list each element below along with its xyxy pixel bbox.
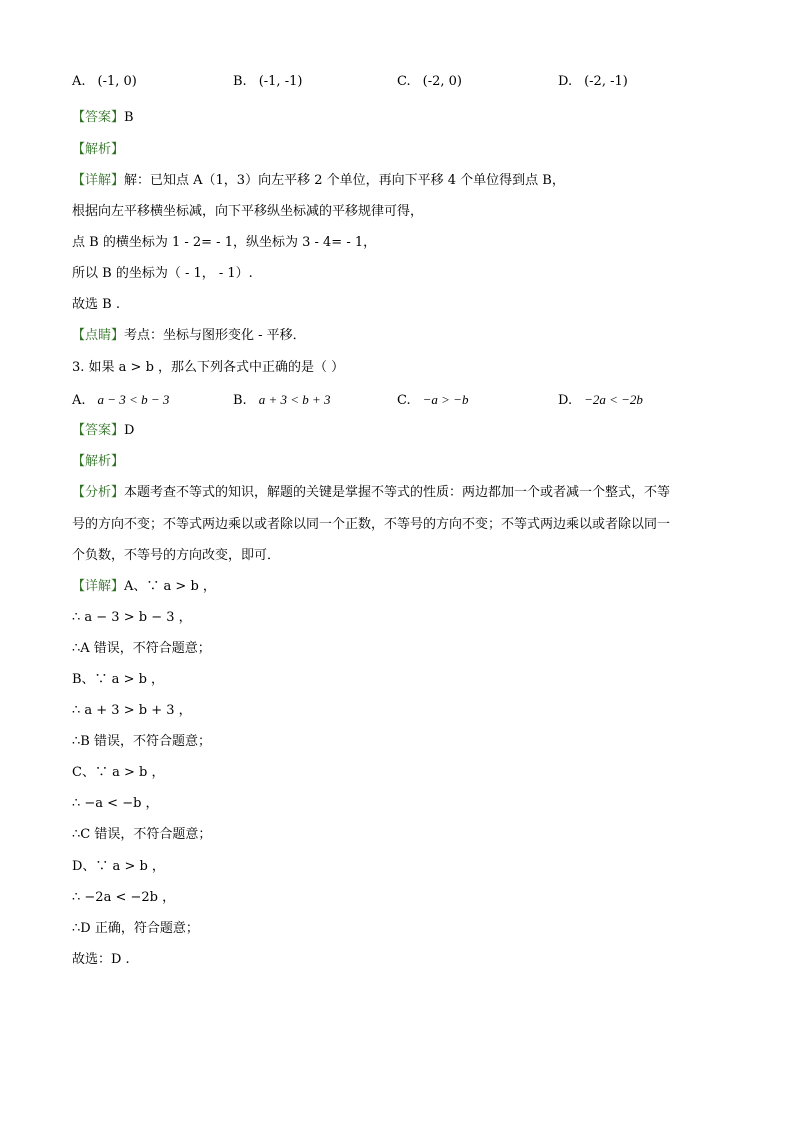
detail-text: 解：已知点 A（1，3）向左平移 2 个单位，再向下平移 4 个单位得到点 B， bbox=[124, 173, 565, 188]
q3-option-c bbox=[397, 391, 468, 410]
q3-option-b bbox=[233, 391, 331, 410]
q2-option-b bbox=[233, 73, 302, 91]
q2-option-c bbox=[397, 73, 462, 91]
q3-detail-line-11: ∴ −2a < −2b ， bbox=[72, 890, 176, 905]
q3-detail-line-12: ∴D 正确，符合题意； bbox=[72, 921, 199, 936]
option-text: (-2, 0) bbox=[422, 74, 462, 89]
q3-detail-line-8: ∴ −a < −b ， bbox=[72, 796, 159, 811]
answer-tag: 【答案】 bbox=[72, 423, 125, 438]
q3-detail-line-7: C、∵ a > b ， bbox=[72, 765, 165, 780]
q3-detail-line-1 bbox=[72, 578, 216, 596]
q2-detail-line-4: 所以 B 的坐标为（ - 1， - 1）. bbox=[72, 266, 253, 281]
analysis-tag: 【解析】 bbox=[72, 142, 125, 157]
q3-analysis-line-1 bbox=[72, 484, 670, 502]
q3-option-a bbox=[72, 391, 169, 410]
answer-value: D bbox=[124, 423, 135, 438]
option-text: a + 3 < b + 3 bbox=[258, 392, 331, 407]
option-letter: A. bbox=[72, 74, 86, 89]
option-text: (-1, 0) bbox=[97, 74, 137, 89]
q2-comment bbox=[72, 327, 306, 345]
q2-detail-line-5: 故选 B . bbox=[72, 297, 120, 312]
option-letter: B. bbox=[233, 393, 247, 408]
option-text: a − 3 < b − 3 bbox=[97, 392, 170, 407]
q2-analysis-heading bbox=[72, 141, 124, 159]
q3-detail-line-9: ∴C 错误，不符合题意； bbox=[72, 827, 212, 842]
q3-detail-line-13: 故选：D . bbox=[72, 952, 130, 967]
option-letter: D. bbox=[558, 74, 573, 89]
option-letter: C. bbox=[397, 74, 411, 89]
option-text: (-2, -1) bbox=[584, 74, 628, 89]
answer-value: B bbox=[124, 110, 134, 125]
comment-text: 考点：坐标与图形变化 - 平移． bbox=[124, 328, 306, 343]
detail-text: A、∵ a > b ， bbox=[124, 579, 216, 594]
option-text: −2a < −2b bbox=[584, 392, 643, 407]
q2-answer bbox=[72, 109, 134, 127]
analysis-tag: 【解析】 bbox=[72, 454, 125, 469]
analysis-text: 本题考查不等式的知识，解题的关键是掌握不等式的性质：两边都加一个或者减一个整式，不等 bbox=[124, 485, 671, 500]
detail-tag: 【详解】 bbox=[72, 579, 125, 594]
q2-option-d bbox=[558, 73, 628, 91]
q3-detail-line-2: ∴ a − 3 > b − 3 ， bbox=[72, 610, 192, 625]
q3-detail-line-6: ∴B 错误，不符合题意； bbox=[72, 734, 211, 749]
q3-detail-line-10: D、∵ a > b ， bbox=[72, 859, 165, 874]
q3-analysis-heading bbox=[72, 453, 124, 471]
analysis-label: 【分析】 bbox=[72, 485, 125, 500]
q3-option-d bbox=[558, 391, 643, 410]
q3-answer bbox=[72, 422, 134, 440]
q3-detail-line-4: B、∵ a > b ， bbox=[72, 672, 165, 687]
detail-tag: 【详解】 bbox=[72, 173, 125, 188]
option-text: −a > −b bbox=[422, 392, 469, 407]
q3-stem: 3. 如果 a > b ，那么下列各式中正确的是（ ） bbox=[72, 360, 345, 375]
q2-detail-line-1 bbox=[72, 172, 565, 190]
q2-detail-line-2: 根据向左平移横坐标减，向下平移纵坐标减的平移规律可得， bbox=[72, 204, 424, 219]
q3-analysis-line-3: 个负数，不等号的方向改变，即可． bbox=[72, 548, 281, 563]
option-letter: C. bbox=[397, 393, 411, 408]
q3-detail-line-3: ∴A 错误，不符合题意； bbox=[72, 641, 211, 656]
q3-detail-line-5: ∴ a + 3 > b + 3 ， bbox=[72, 703, 192, 718]
q2-detail-line-3: 点 B 的横坐标为 1 - 2= - 1，纵坐标为 3 - 4= - 1， bbox=[72, 235, 377, 250]
option-letter: A. bbox=[72, 393, 86, 408]
q3-analysis-line-2: 号的方向不变；不等式两边乘以或者除以同一个正数，不等号的方向不变；不等式两边乘以或者除以同一 bbox=[72, 517, 671, 532]
option-letter: B. bbox=[233, 74, 247, 89]
q2-option-a bbox=[72, 73, 137, 91]
comment-tag: 【点睛】 bbox=[72, 328, 125, 343]
option-text: (-1, -1) bbox=[258, 74, 303, 89]
option-letter: D. bbox=[558, 393, 573, 408]
answer-tag: 【答案】 bbox=[72, 110, 125, 125]
